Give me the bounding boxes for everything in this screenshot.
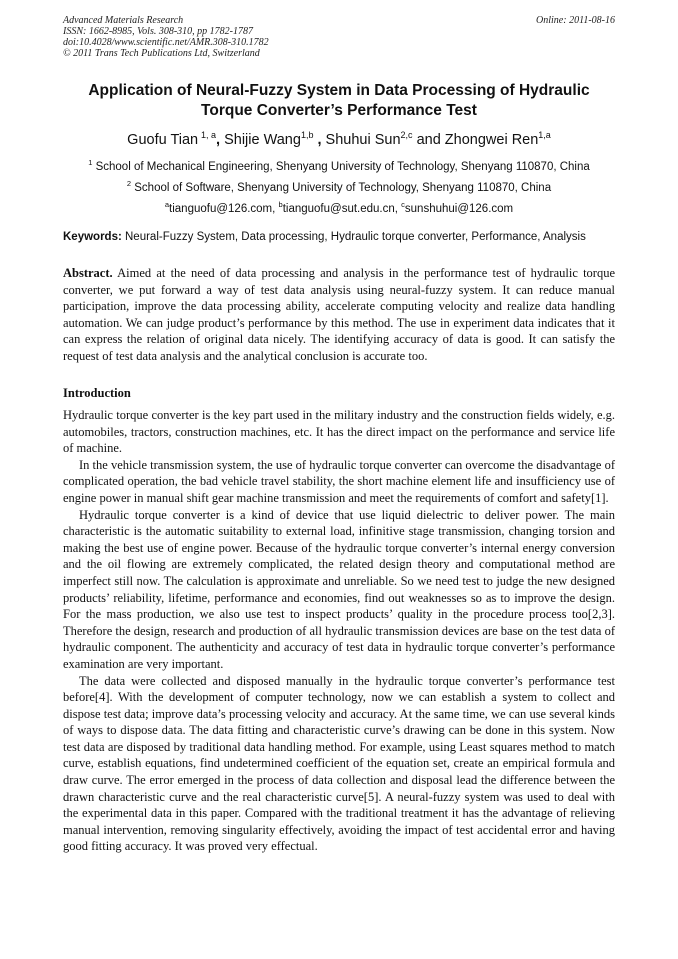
author-superscript: 1,b: [300, 130, 314, 141]
email-list: [63, 202, 615, 216]
running-header: [63, 15, 615, 59]
affiliation: [63, 181, 615, 195]
issn-line: ISSN: 1662-8985, Vols. 308-310, pp 1782-1787: [63, 26, 253, 37]
author-superscript: 2,c: [400, 130, 413, 141]
keywords: [63, 230, 615, 244]
introduction-body: [63, 407, 615, 855]
affiliation-text: School of Software, Shenyang University of Technology, Shenyang 110870, China: [134, 182, 552, 194]
section-heading: Introduction: [63, 386, 131, 400]
abstract-text: Aimed at the need of data processing and analysis in the performance test of hydraulic torque converter, we put forward a way of test data analysis using neural-fuzzy system. It can reduce manual participation, improve the data processing ability, accelerate computing velocity and realize data handling automation. We can judge product’s performance by this method. The use in experiment data indicates that it can express the relation of original data nicely. The identifying accuracy of data is good. It can satisfy the request of test data analysis and the analytical conclusion is accurate too.: [63, 266, 616, 363]
email-address: tianguofu@sut.edu.cn,: [282, 203, 402, 215]
publication-info: [63, 15, 615, 59]
keywords-text: Neural-Fuzzy System, Data processing, Hydraulic torque converter, Performance, Analysis: [125, 231, 586, 243]
affiliation-mark: 2: [126, 179, 132, 189]
author-superscript: 1, a: [201, 130, 217, 141]
keywords-label: Keywords:: [63, 231, 122, 243]
doi-line: doi:10.4028/www.scientific.net/AMR.308-310.1782: [63, 37, 269, 48]
author-name: Zhongwei Ren: [444, 132, 539, 148]
online-date: Online: 2011-08-16: [536, 15, 615, 26]
email-mark: c: [401, 200, 405, 210]
email-address: tianguofu@126.com,: [169, 203, 279, 215]
email-mark: a: [164, 200, 170, 210]
paragraph: Hydraulic torque converter is the key part used in the military industry and the construction fields widely, e.g. automobiles, tractors, construction machines, etc. It has the direct impact on the performance and service life of machine.: [63, 408, 615, 456]
affiliation-text: School of Mechanical Engineering, Shenyang University of Technology, Shenyang 110870, China: [95, 161, 590, 173]
author-name: Shijie Wang: [224, 132, 301, 148]
journal-name: Advanced Materials Research: [63, 15, 184, 26]
email-mark: b: [278, 200, 283, 210]
abstract: [63, 265, 615, 365]
author-name: Guofu Tian: [127, 132, 199, 148]
paper-title: Application of Neural-Fuzzy System in Data Processing of Hydraulic Torque Converter’s Performance Test: [88, 82, 590, 119]
author-superscript: 1,a: [538, 130, 551, 141]
affiliation: [63, 160, 615, 174]
paragraph: Hydraulic torque converter is a kind of device that use liquid dielectric to deliver power. The main characteristic is the automatic suitability to external load, infinitive stage transmission, changing torsion and making the best use of engine power. Because of the hydraulic torque converter’s internal energy conversion and the oil flowing are extremely complicated, the related design theory and computational method are imperfect still now. The calculation is approximate and unreliable. So we need test to judge the new designed products’ reliability, lifetime, performance and economies, find out weaknesses so as to improve the design. For the mass production, we also use test to inspect products’ quality in the procedure process too[2,3]. Therefore the design, research and production of all hydraulic transmission devices are base on the test data of hydraulic component. The authenticity and accuracy of test data in hydraulic torque converter’s performance examination are very important.: [63, 507, 615, 671]
paragraph: In the vehicle transmission system, the use of hydraulic torque converter can overcome the disadvantage of complicated operation, the bad vehicle travel stability, the short machine element life and insufficiency use of engine power in manual shift gear machine transmission and meet the requirements of comfort and safety[1].: [63, 457, 615, 505]
author-name: Shuhui Sun: [325, 132, 401, 148]
paragraph: The data were collected and disposed manually in the hydraulic torque converter’s performance test before[4]. With the development of computer technology, now we can establish a system to collect and dispose test data; improve data’s processing velocity and accuracy. At the same time, we can use several kinds of ways to dispose data. The data fitting and characteristic curve’s drawing can be done in this system. Now test data are disposed by traditional data handling method. For example, using Least squares method to match curve, establish equations, find undetermined coefficient of the equation set, create an empirical formula and draw curve. The error emerged in the process of data collection and disposal lead the difference between the drawn characteristic curve and the real characteristic curve[5]. A neural-fuzzy system was used to deal with the experimental data in this paper. Compared with the traditional treatment it has the advantage of relieving manual intervention, removing singularity effectively, avoiding the impact of test accidental error and having good fitting accuracy. It was proved very effectual.: [63, 673, 615, 854]
copyright-line: © 2011 Trans Tech Publications Ltd, Switzerland: [63, 48, 260, 59]
author-separator: ,: [216, 132, 225, 148]
author-list: [63, 131, 615, 149]
affiliation-mark: 1: [88, 158, 93, 168]
email-address: sunshuhui@126.com: [404, 203, 514, 215]
author-separator: and: [412, 132, 445, 148]
abstract-label: Abstract.: [63, 266, 113, 280]
author-separator: ,: [313, 132, 326, 148]
